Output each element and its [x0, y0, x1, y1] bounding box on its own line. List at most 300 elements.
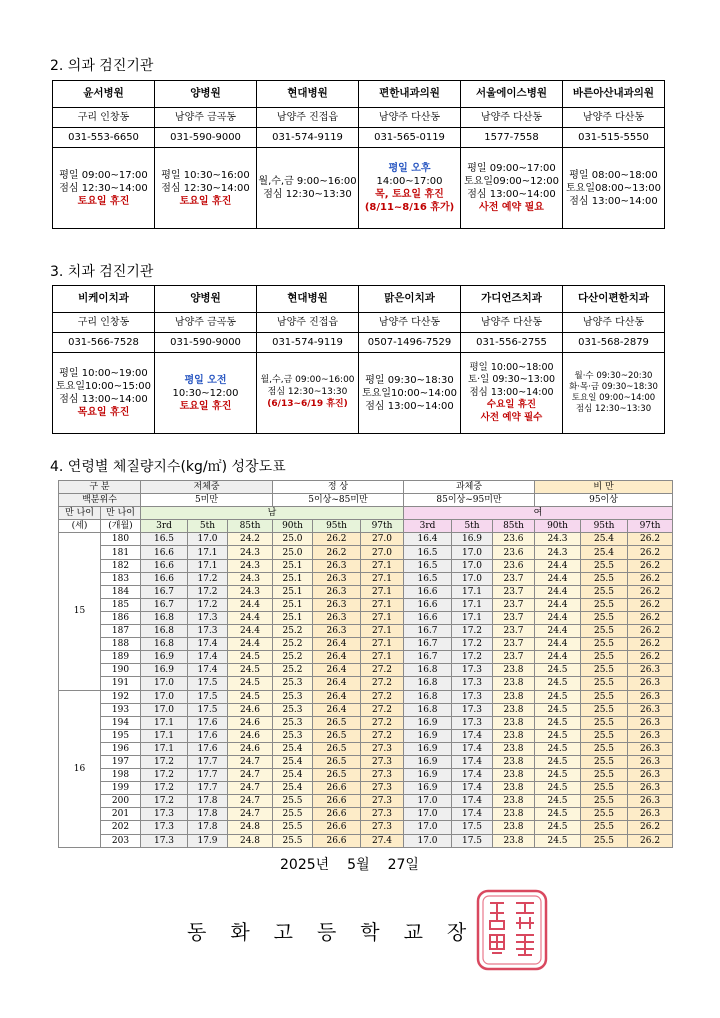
bmi-value: 23.8: [493, 821, 535, 834]
bmi-value: 25.5: [581, 677, 628, 690]
bmi-value: 27.3: [361, 821, 404, 834]
table-row: [59, 625, 673, 638]
table-row: [59, 782, 673, 795]
clinic-hours: [461, 353, 563, 434]
bmi-category: 저체중: [141, 481, 273, 494]
bmi-value: 27.1: [361, 638, 404, 651]
bmi-value: 26.2: [628, 625, 673, 638]
bmi-value: 17.4: [188, 651, 228, 664]
clinic-hours-line: 평일 10:30~16:00: [161, 169, 250, 181]
clinic-hours-line: 평일 09:00~17:00: [467, 163, 556, 174]
bmi-value: 24.4: [228, 598, 273, 611]
bmi-value: 25.5: [581, 625, 628, 638]
age-months: 186: [101, 611, 141, 624]
clinic-phone-row: [53, 333, 665, 353]
age-months: 197: [101, 755, 141, 768]
bmi-value: 26.2: [628, 533, 673, 546]
clinic-hours-line: 14:00~17:00: [376, 176, 443, 187]
bmi-value: 26.5: [313, 742, 361, 755]
clinic-hours-line: 평일 10:00~19:00: [59, 368, 148, 379]
bmi-value: 25.5: [581, 742, 628, 755]
bmi-value: 25.5: [581, 782, 628, 795]
percentile-row: [59, 494, 673, 507]
male-header: 남: [141, 507, 404, 520]
bmi-value: 24.6: [228, 716, 273, 729]
clinic-location: 남양주 다산동: [563, 108, 665, 128]
bmi-value: 24.4: [535, 598, 581, 611]
column-header: 85th: [228, 520, 273, 533]
bmi-value: 26.3: [628, 664, 673, 677]
bmi-value: 17.0: [141, 677, 188, 690]
bmi-value: 24.4: [535, 572, 581, 585]
bmi-growth-table: [58, 480, 673, 848]
bmi-value: 24.2: [228, 533, 273, 546]
bmi-value: 25.5: [581, 638, 628, 651]
clinic-name: 현대병원: [257, 81, 359, 108]
bmi-value: 27.1: [361, 611, 404, 624]
table-row: [59, 651, 673, 664]
bmi-value: 25.5: [581, 651, 628, 664]
bmi-value: 27.1: [361, 651, 404, 664]
table-row: [59, 533, 673, 546]
clinic-hours-line: 토요일10:00~14:00: [362, 387, 457, 399]
bmi-value: 24.5: [535, 769, 581, 782]
table-row: [59, 769, 673, 782]
bmi-value: 27.2: [361, 729, 404, 742]
bmi-value: 16.8: [141, 638, 188, 651]
bmi-value: 17.0: [404, 834, 452, 847]
bmi-value: 25.5: [581, 664, 628, 677]
bmi-value: 25.1: [273, 572, 313, 585]
bmi-value: 24.4: [228, 638, 273, 651]
bmi-value: 24.5: [535, 703, 581, 716]
bmi-category: 정 상: [273, 481, 404, 494]
clinic-location: 남양주 다산동: [461, 108, 563, 128]
bmi-value: 16.7: [404, 625, 452, 638]
bmi-value: 17.2: [188, 598, 228, 611]
bmi-value: 27.3: [361, 795, 404, 808]
clinic-location: 구리 인창동: [53, 108, 155, 128]
bmi-value: 25.2: [273, 651, 313, 664]
age-months: 192: [101, 690, 141, 703]
bmi-value: 25.2: [273, 625, 313, 638]
bmi-value: 16.8: [404, 703, 452, 716]
bmi-value: 25.3: [273, 716, 313, 729]
clinic-name: 다산이편한치과: [563, 286, 665, 313]
bmi-value: 17.3: [141, 834, 188, 847]
bmi-value: 23.8: [493, 755, 535, 768]
clinic-hours-line: 점심 13:00~14:00: [59, 394, 148, 405]
clinic-hours-line: 평일 10:00~18:00: [469, 362, 554, 374]
table-row: [59, 611, 673, 624]
table-row: [59, 546, 673, 559]
bmi-value: 17.3: [141, 808, 188, 821]
clinic-location: 남양주 다산동: [461, 313, 563, 333]
table-row: [59, 808, 673, 821]
clinic-hours-row: [53, 148, 665, 229]
bmi-value: 16.5: [404, 572, 452, 585]
table-row: [59, 834, 673, 847]
clinic-name: 양병원: [155, 286, 257, 313]
bmi-value: 24.5: [535, 808, 581, 821]
bmi-value: 17.3: [452, 703, 493, 716]
bmi-value: 24.5: [228, 677, 273, 690]
clinic-hours-line: 점심 13:00~14:00: [569, 195, 658, 207]
clinic-hours-line: 목요일 휴진: [77, 407, 130, 418]
bmi-value: 26.2: [628, 585, 673, 598]
bmi-value: 17.4: [188, 638, 228, 651]
bmi-value: 24.5: [535, 690, 581, 703]
bmi-value: 23.7: [493, 625, 535, 638]
bmi-value: 26.3: [313, 598, 361, 611]
percentile-range: 85이상~95미만: [404, 494, 535, 507]
bmi-value: 27.0: [361, 533, 404, 546]
bmi-value: 25.3: [273, 690, 313, 703]
table-row: [59, 585, 673, 598]
bmi-value: 17.3: [188, 625, 228, 638]
bmi-value: 17.2: [141, 769, 188, 782]
clinic-hours-line: 토요일08:00~13:00: [566, 182, 661, 194]
bmi-value: 17.4: [452, 808, 493, 821]
bmi-value: 24.3: [535, 546, 581, 559]
clinic-hours-line: 토요일 09:00~14:00: [571, 393, 656, 403]
bmi-value: 26.2: [628, 572, 673, 585]
bmi-value: 26.5: [313, 716, 361, 729]
bmi-value: 17.9: [188, 834, 228, 847]
bmi-value: 25.5: [581, 755, 628, 768]
bmi-value: 24.4: [535, 585, 581, 598]
bmi-value: 24.5: [535, 834, 581, 847]
bmi-value: 25.3: [273, 729, 313, 742]
clinic-location-row: [53, 108, 665, 128]
bmi-value: 23.8: [493, 742, 535, 755]
clinic-hours-line: 월,수,금 9:00~16:00: [258, 176, 357, 187]
bmi-value: 26.3: [628, 729, 673, 742]
bmi-value: 17.5: [452, 834, 493, 847]
bmi-category: 과체중: [404, 481, 535, 494]
age-months: 191: [101, 677, 141, 690]
bmi-value: 16.4: [404, 533, 452, 546]
bmi-value: 27.3: [361, 742, 404, 755]
bmi-value: 26.3: [628, 690, 673, 703]
column-header: 90th: [535, 520, 581, 533]
age-months: 181: [101, 546, 141, 559]
clinic-name-row: [53, 81, 665, 108]
clinic-name: 편한내과의원: [359, 81, 461, 108]
age-months: 189: [101, 651, 141, 664]
clinic-hours-line: (6/13~6/19 휴진): [267, 398, 348, 409]
bmi-value: 24.4: [228, 611, 273, 624]
bmi-value: 16.9: [404, 755, 452, 768]
bmi-value: 25.5: [273, 795, 313, 808]
age-months: 193: [101, 703, 141, 716]
column-header: 5th: [452, 520, 493, 533]
clinic-hours: [563, 353, 665, 434]
bmi-category: 구 분: [59, 481, 141, 494]
age-months: 194: [101, 716, 141, 729]
clinic-phone: 031-515-5550: [563, 128, 665, 148]
clinic-name: 맑은이치과: [359, 286, 461, 313]
clinic-hours-line: 점심 13:00~14:00: [469, 386, 554, 398]
bmi-value: 23.7: [493, 585, 535, 598]
bmi-value: 24.4: [535, 625, 581, 638]
bmi-value: 17.0: [141, 690, 188, 703]
percentile-range: 백분위수: [59, 494, 141, 507]
bmi-value: 26.3: [628, 677, 673, 690]
bmi-value: 26.2: [628, 546, 673, 559]
bmi-value: 23.7: [493, 638, 535, 651]
bmi-value: 17.7: [188, 782, 228, 795]
bmi-value: 26.2: [628, 611, 673, 624]
bmi-value: 25.1: [273, 611, 313, 624]
bmi-value: 25.1: [273, 585, 313, 598]
clinic-hours-line: 토요일 휴진: [77, 195, 130, 207]
bmi-value: 26.2: [313, 533, 361, 546]
bmi-value: 23.8: [493, 677, 535, 690]
bmi-value: 16.7: [404, 638, 452, 651]
column-header: 5th: [188, 520, 228, 533]
clinic-hours-line: 평일 09:00~17:00: [59, 169, 148, 181]
clinic-location: 남양주 다산동: [359, 313, 461, 333]
section-3-title: 3. 치과 검진기관: [50, 264, 154, 280]
bmi-value: 23.8: [493, 729, 535, 742]
bmi-value: 17.0: [452, 559, 493, 572]
table-row: [59, 755, 673, 768]
bmi-value: 27.3: [361, 769, 404, 782]
age-months: 188: [101, 638, 141, 651]
bmi-value: 25.5: [581, 611, 628, 624]
bmi-value: 25.5: [581, 716, 628, 729]
bmi-category-row: [59, 481, 673, 494]
bmi-value: 24.5: [535, 821, 581, 834]
document-date: [280, 854, 437, 874]
bmi-value: 17.3: [452, 716, 493, 729]
bmi-value: 17.2: [141, 755, 188, 768]
age-months: 203: [101, 834, 141, 847]
bmi-value: 25.1: [273, 598, 313, 611]
bmi-value: 17.8: [188, 821, 228, 834]
bmi-value: 17.4: [452, 769, 493, 782]
bmi-value: 26.4: [313, 690, 361, 703]
column-header: (세): [59, 520, 101, 533]
clinic-phone: 031-574-9119: [257, 333, 359, 353]
clinic-hours: [257, 353, 359, 434]
bmi-value: 26.3: [313, 611, 361, 624]
bmi-category: 비 만: [535, 481, 673, 494]
column-header-row: [59, 520, 673, 533]
clinic-phone: 031-553-6650: [53, 128, 155, 148]
bmi-value: 27.3: [361, 755, 404, 768]
bmi-value: 26.6: [313, 834, 361, 847]
age-months: 199: [101, 782, 141, 795]
bmi-value: 17.1: [452, 598, 493, 611]
bmi-value: 23.6: [493, 533, 535, 546]
clinic-hours-line: 평일 09:30~18:30: [365, 374, 454, 386]
clinic-phone: 0507-1496-7529: [359, 333, 461, 353]
age-months: 196: [101, 742, 141, 755]
bmi-value: 17.1: [452, 611, 493, 624]
bmi-value: 26.4: [313, 677, 361, 690]
bmi-value: 16.5: [404, 546, 452, 559]
clinic-hours-line: 점심 12:30~14:00: [161, 182, 250, 194]
bmi-value: 26.5: [313, 769, 361, 782]
age-months: 200: [101, 795, 141, 808]
bmi-value: 16.8: [404, 690, 452, 703]
age-months: 182: [101, 559, 141, 572]
bmi-value: 26.3: [628, 703, 673, 716]
bmi-value: 17.6: [188, 716, 228, 729]
clinic-hours: [563, 148, 665, 229]
bmi-value: 26.3: [628, 782, 673, 795]
bmi-value: 24.5: [535, 795, 581, 808]
clinic-hours-line: 점심 13:00~14:00: [467, 189, 556, 200]
clinic-hours: [155, 148, 257, 229]
bmi-value: 16.6: [404, 585, 452, 598]
bmi-value: 17.5: [188, 677, 228, 690]
clinic-hours-line: 사전 예약 필수: [480, 411, 543, 423]
clinic-hours-line: 점심 13:00~14:00: [365, 400, 454, 412]
bmi-value: 17.3: [452, 677, 493, 690]
bmi-value: 26.3: [628, 716, 673, 729]
bmi-value: 24.4: [228, 625, 273, 638]
bmi-value: 25.5: [581, 572, 628, 585]
bmi-value: 25.3: [273, 677, 313, 690]
bmi-value: 17.1: [141, 742, 188, 755]
bmi-value: 27.2: [361, 677, 404, 690]
bmi-value: 26.2: [313, 546, 361, 559]
table-row: [59, 559, 673, 572]
clinic-phone: 1577-7558: [461, 128, 563, 148]
clinic-hours: [359, 353, 461, 434]
age-year-header: 만 나이: [59, 507, 101, 520]
clinic-name-row: [53, 286, 665, 313]
age-months: 195: [101, 729, 141, 742]
bmi-value: 26.6: [313, 782, 361, 795]
sex-header-row: [59, 507, 673, 520]
bmi-value: 25.5: [581, 808, 628, 821]
bmi-value: 26.6: [313, 795, 361, 808]
age-months: 184: [101, 585, 141, 598]
bmi-value: 16.9: [404, 782, 452, 795]
bmi-value: 26.4: [313, 651, 361, 664]
bmi-value: 17.3: [452, 664, 493, 677]
clinic-hours-line: 점심 12:30~13:30: [575, 404, 652, 415]
bmi-value: 26.6: [313, 821, 361, 834]
bmi-value: 17.0: [141, 703, 188, 716]
bmi-value: 25.5: [273, 834, 313, 847]
bmi-value: 25.4: [273, 782, 313, 795]
clinic-location: 구리 인창동: [53, 313, 155, 333]
bmi-value: 17.0: [404, 795, 452, 808]
bmi-value: 23.7: [493, 651, 535, 664]
bmi-value: 24.8: [228, 821, 273, 834]
age-month-header: 만 나이: [101, 507, 141, 520]
dental-clinic-table: [52, 285, 665, 434]
bmi-value: 24.7: [228, 795, 273, 808]
age-months: 187: [101, 625, 141, 638]
bmi-value: 17.4: [452, 795, 493, 808]
bmi-value: 23.7: [493, 598, 535, 611]
bmi-value: 26.6: [313, 808, 361, 821]
clinic-hours-line: 화·목·금 09:30~18:30: [569, 381, 658, 392]
bmi-value: 16.9: [141, 664, 188, 677]
bmi-value: 16.6: [404, 598, 452, 611]
bmi-value: 24.8: [228, 834, 273, 847]
date-day: 27일: [387, 857, 419, 873]
bmi-value: 24.5: [535, 664, 581, 677]
bmi-value: 23.8: [493, 716, 535, 729]
bmi-value: 17.5: [188, 703, 228, 716]
clinic-name: 양병원: [155, 81, 257, 108]
clinic-name: 비케이치과: [53, 286, 155, 313]
bmi-value: 24.4: [535, 611, 581, 624]
bmi-value: 23.8: [493, 703, 535, 716]
school-principal-name: 동화고등학교장: [187, 920, 491, 944]
bmi-value: 16.7: [141, 585, 188, 598]
bmi-value: 23.8: [493, 795, 535, 808]
bmi-value: 23.8: [493, 769, 535, 782]
clinic-hours-line: 수요일 휴진: [486, 399, 537, 411]
bmi-value: 25.2: [273, 638, 313, 651]
clinic-location: 남양주 진접읍: [257, 108, 359, 128]
medical-clinic-table: [52, 80, 665, 229]
table-row: [59, 638, 673, 651]
section-2-title: 2. 의과 검진기관: [50, 58, 154, 74]
column-header: 95th: [581, 520, 628, 533]
bmi-value: 26.3: [628, 755, 673, 768]
clinic-phone-row: [53, 128, 665, 148]
table-row: [59, 742, 673, 755]
percentile-range: 95이상: [535, 494, 673, 507]
bmi-value: 17.0: [452, 572, 493, 585]
age-months: 201: [101, 808, 141, 821]
bmi-value: 17.2: [452, 625, 493, 638]
bmi-value: 26.5: [313, 729, 361, 742]
percentile-range: 5이상~85미만: [273, 494, 404, 507]
clinic-name: 현대병원: [257, 286, 359, 313]
bmi-value: 25.5: [581, 585, 628, 598]
bmi-value: 26.2: [628, 598, 673, 611]
table-row: [59, 677, 673, 690]
bmi-value: 16.6: [141, 559, 188, 572]
bmi-value: 26.2: [628, 638, 673, 651]
bmi-value: 24.5: [228, 664, 273, 677]
bmi-value: 24.5: [228, 651, 273, 664]
age-months: 190: [101, 664, 141, 677]
bmi-value: 25.5: [581, 559, 628, 572]
bmi-value: 16.5: [404, 559, 452, 572]
bmi-value: 16.8: [404, 677, 452, 690]
bmi-value: 17.5: [452, 821, 493, 834]
bmi-value: 23.8: [493, 690, 535, 703]
bmi-value: 25.4: [273, 755, 313, 768]
bmi-value: 24.7: [228, 808, 273, 821]
bmi-value: 26.2: [628, 651, 673, 664]
clinic-location: 남양주 금곡동: [155, 108, 257, 128]
bmi-value: 25.5: [581, 598, 628, 611]
bmi-value: 24.3: [535, 533, 581, 546]
bmi-value: 26.2: [628, 821, 673, 834]
clinic-hours: [257, 148, 359, 229]
bmi-value: 25.3: [273, 703, 313, 716]
bmi-value: 24.4: [535, 638, 581, 651]
bmi-value: 17.5: [188, 690, 228, 703]
bmi-value: 25.1: [273, 559, 313, 572]
clinic-hours-line: 평일 오전: [184, 374, 227, 386]
bmi-value: 17.4: [188, 664, 228, 677]
bmi-value: 17.2: [141, 795, 188, 808]
column-header: 3rd: [404, 520, 452, 533]
